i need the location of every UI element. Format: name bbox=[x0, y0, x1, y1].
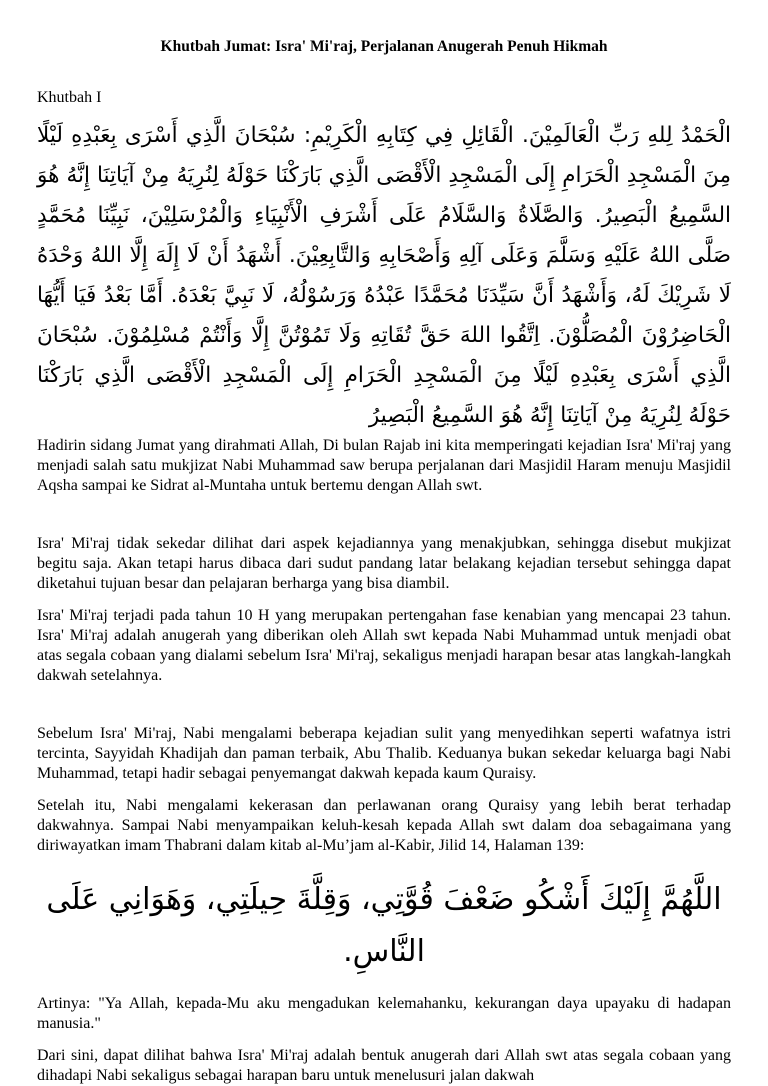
paragraph-1: Hadirin sidang Jumat yang dirahmati Allah, Di bulan Rajab ini kita memperingati kejadian Isra' Mi'raj yang menjadi salah satu mukjizat Nabi Muhammad saw berupa perjalanan dari Masjidil Haram menuju Masjidil Aqsha sampai ke Sidrat al-Muntaha untuk bertemu dengan Allah swt. bbox=[37, 437, 731, 494]
closing-paragraph: Dari sini, dapat dilihat bahwa Isra' Mi'raj adalah bentuk anugerah dari Allah swt atas segala cobaan yang dihadapi Nabi sekaligus sebagai harapan baru untuk menelusuri jalan dakwah bbox=[37, 1047, 731, 1084]
opening-arabic-text: الْحَمْدُ لِلهِ رَبِّ الْعَالَمِيْنَ. الْقَائِلِ فِي كِتَابِهِ الْكَرِيْمِ: سُبْحَانَ الَّذِي أَسْرَى بِعَبْدِهِ لَيْلًا مِنَ الْمَسْجِدِ الْحَرَامِ إِلَى الْمَسْجِدِ الْأَقْصَى الَّذِي بَارَكْنَا حَوْلَهُ لِنُرِيَهُ مِنْ آيَاتِنَا إِنَّهُ هُوَ السَّمِيعُ الْبَصِيرُ. وَالصَّلَاةُ وَالسَّلَامُ عَلَى أَشْرَفِ الْأَنْبِيَاءِ وَالْمُرْسَلِيْنَ، نَبِيِّنَا مُحَمَّدٍ صَلَّى اللهُ عَلَيْهِ وَسَلَّمَ وَعَلَى آلِهِ وَأَصْحَابِهِ وَالتَّابِعِيْنَ. أَشْهَدُ أَنْ لَا إِلَهَ إِلَّا اللهُ وَحْدَهُ لَا شَرِيْكَ لَهُ، وَأَشْهَدُ أَنَّ سَيِّدَنَا مُحَمَّدًا عَبْدُهُ وَرَسُوْلُهُ، لَا نَبِيَّ بَعْدَهُ. أَمَّا بَعْدُ فَيَا أَيُّهَا الْحَاضِرُوْنَ الْمُصَلُّوْنَ. اِتَّقُوا اللهَ حَقَّ تُقَاتِهِ وَلَا تَمُوْتُنَّ إِلَّا وَأَنْتُمْ مُسْلِمُوْنَ. سُبْحَانَ الَّذِي أَسْرَى بِعَبْدِهِ لَيْلًا مِنَ الْمَسْجِدِ الْحَرَامِ إِلَى الْمَسْجِدِ الْأَقْصَى الَّذِي بَارَكْنَا حَوْلَهُ لِنُرِيَهُ مِنْ آيَاتِنَا إِنَّهُ هُوَ السَّمِيعُ الْبَصِيرُ bbox=[37, 123, 731, 428]
section-label: Khutbah I bbox=[37, 89, 102, 106]
paragraph-3: Isra' Mi'raj terjadi pada tahun 10 H yang merupakan pertengahan fase kenabian yang mencapai 23 tahun. Isra' Mi'raj adalah anugerah yang diberikan oleh Allah swt kepada Nabi Muhammad untuk menjadi obat atas segala cobaan yang dialami sebelum Isra' Mi'raj, sekaligus menjadi harapan besar atas langkah-langkah dakwah setelahnya. bbox=[37, 607, 731, 684]
document-title: Khutbah Jumat: Isra' Mi'raj, Perjalanan Anugerah Penuh Hikmah bbox=[160, 38, 608, 55]
paragraph-5: Setelah itu, Nabi mengalami kekerasan dan perlawanan orang Quraisy yang lebih berat terhadap dakwahnya. Sampai Nabi menyampaikan keluh-kesah kepada Allah swt dalam doa sebagaimana yang diriwayatkan imam Thabrani dalam kitab al-Mu’jam al-Kabir, Jilid 14, Halaman 139: bbox=[37, 797, 731, 854]
paragraph-2: Isra' Mi'raj tidak sekedar dilihat dari aspek kejadiannya yang menakjubkan, sehingga disebut mukjizat begitu saja. Akan tetapi harus dibaca dari sudut pandang latar belakang kejadian tersebut sehingga dapat diketahui tujuan besar dan pelajaran berharga yang bisa diambil. bbox=[37, 535, 731, 592]
doa-arabic-text: اللَّهُمَّ إِلَيْكَ أَشْكُو ضَعْفَ قُوَّتِي، وَقِلَّةَ حِيلَتِي، وَهَوَانِي عَلَى النَّاسِ. bbox=[46, 882, 722, 969]
translation-paragraph: Artinya: "Ya Allah, kepada-Mu aku mengadukan kelemahanku, kekurangan daya upayaku di hadapan manusia." bbox=[37, 995, 731, 1032]
paragraph-4: Sebelum Isra' Mi'raj, Nabi mengalami beberapa kejadian sulit yang menyedihkan seperti wafatnya istri tercinta, Sayyidah Khadijah dan paman terbaik, Abu Thalib. Keduanya bukan sekedar keluarga bagi Nabi Muhammad, tetapi hadir sebagai penyemangat dakwah kepada kaum Quraisy. bbox=[37, 725, 731, 782]
